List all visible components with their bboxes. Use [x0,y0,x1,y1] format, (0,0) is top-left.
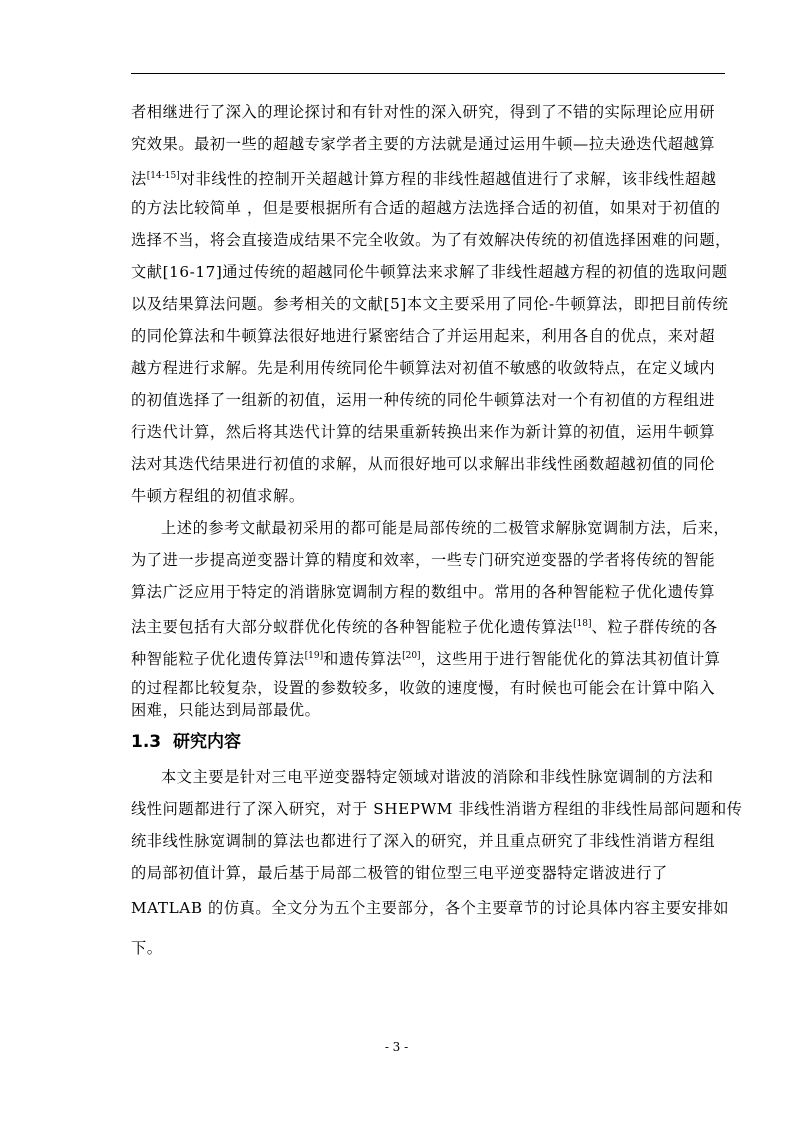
body-line: 困难，只能达到局部最优。 [131,701,321,719]
body-line: 上述的参考文献最初采用的都可能是局部传统的二极管求解脉宽调制方法，后来， [161,519,730,537]
body-line: 的同伦算法和牛顿算法很好地进行紧密结合了并运用起来，利用各自的优点，来对超 [131,327,716,345]
section-number: 1.3 [131,732,162,752]
body-line: 的局部初值计算，最后基于局部二极管的钳位型三电平逆变器特定谐波进行了 [131,864,668,882]
citation-superscript: [19] [304,651,324,661]
body-line: 法对其迭代结果进行初值的求解，从而很好地可以求解出非线性函数超越初值的同伦 [131,455,716,473]
body-line [131,614,725,637]
text-run: 对非线性的控制开关超越计算方程的非线性超越值进行了求解，该非线性超越 [179,170,717,188]
body-line: 越方程进行求解。先是利用传统同伦牛顿算法对初值不敏感的收敛特点，在定义域内 [131,359,716,377]
text-run: 种智能粒子优化遗传算法 [131,650,305,668]
body-line: 本文主要是针对三电平逆变器特定领域对谐波的消除和非线性脉宽调制的方法和 [161,768,714,786]
body-line: 线性问题都进行了深入研究，对于 SHEPWM 非线性消谐方程组的非线性局部问题和传 [131,800,743,818]
section-title: 研究内容 [173,732,241,752]
citation-superscript: [18] [573,619,592,629]
body-line: 统非线性脉宽调制的算法也都进行了深入的研究，并且重点研究了非线性消谐方程组 [131,832,716,850]
body-line: 算法广泛应用于特定的消谐脉宽调制方程的数组中。常用的各种智能粒子优化遗传算 [131,583,716,601]
body-line: 牛顿方程组的初值求解。 [131,487,305,505]
body-line: MATLAB 的仿真。全文分为五个主要部分，各个主要章节的讨论具体内容主要安排如 [131,899,730,917]
body-line: 选择不当，将会直接造成结果不完全收敛。为了有效解决传统的初值选择困难的问题， [131,231,731,249]
body-line: 的方法比较简单 ，但是要根据所有合适的超越方法选择合适的初值，如果对于初值的 [131,199,721,217]
body-line: 的初值选择了一组新的初值，运用一种传统的同伦牛顿算法对一个有初值的方程组进 [131,391,716,409]
body-line: 的过程都比较复杂，设置的参数较多，收敛的速度慢，有时候也可能会在计算中陷入 [131,679,716,697]
body-line: 行迭代计算，然后将其迭代计算的结果重新转换出来作为新计算的初值，运用牛顿算 [131,423,716,441]
body-line: 文献[16-17]通过传统的超越同伦牛顿算法来求解了非线性超越方程的初值的选取问题 [131,263,728,281]
body-line: 下。 [131,939,163,957]
citation-superscript: [14-15] [146,171,180,181]
text-run: 和遗传算法 [323,650,403,668]
header-rule [131,73,725,74]
body-line: 为了进一步提高逆变器计算的精度和效率，一些专门研究逆变器的学者将传统的智能 [131,551,716,569]
text-run: 法主要包括有大部分蚁群优化传统的各种智能粒子优化遗传算法 [131,618,574,636]
body-line [131,646,725,669]
body-line: 究效果。最初一些的超越专家学者主要的方法就是通过运用牛顿—拉夫逊迭代超越算 [131,135,716,153]
page-number: - 3 - [384,1040,409,1054]
text-run: ，这些用于进行智能优化的算法其初值计算 [420,650,721,668]
citation-superscript: [20] [402,651,421,661]
body-line [131,166,725,189]
text-run: 法 [131,170,147,188]
body-line: 者相继进行了深入的理论探讨和有针对性的深入研究，得到了不错的实际理论应用研 [131,103,716,121]
body-line: 以及结果算法问题。参考相关的文献[5]本文主要采用了同伦-牛顿算法，即把目前传统 [131,295,729,313]
text-run: 、粒子群传统的各 [591,618,718,636]
section-heading [131,731,241,753]
